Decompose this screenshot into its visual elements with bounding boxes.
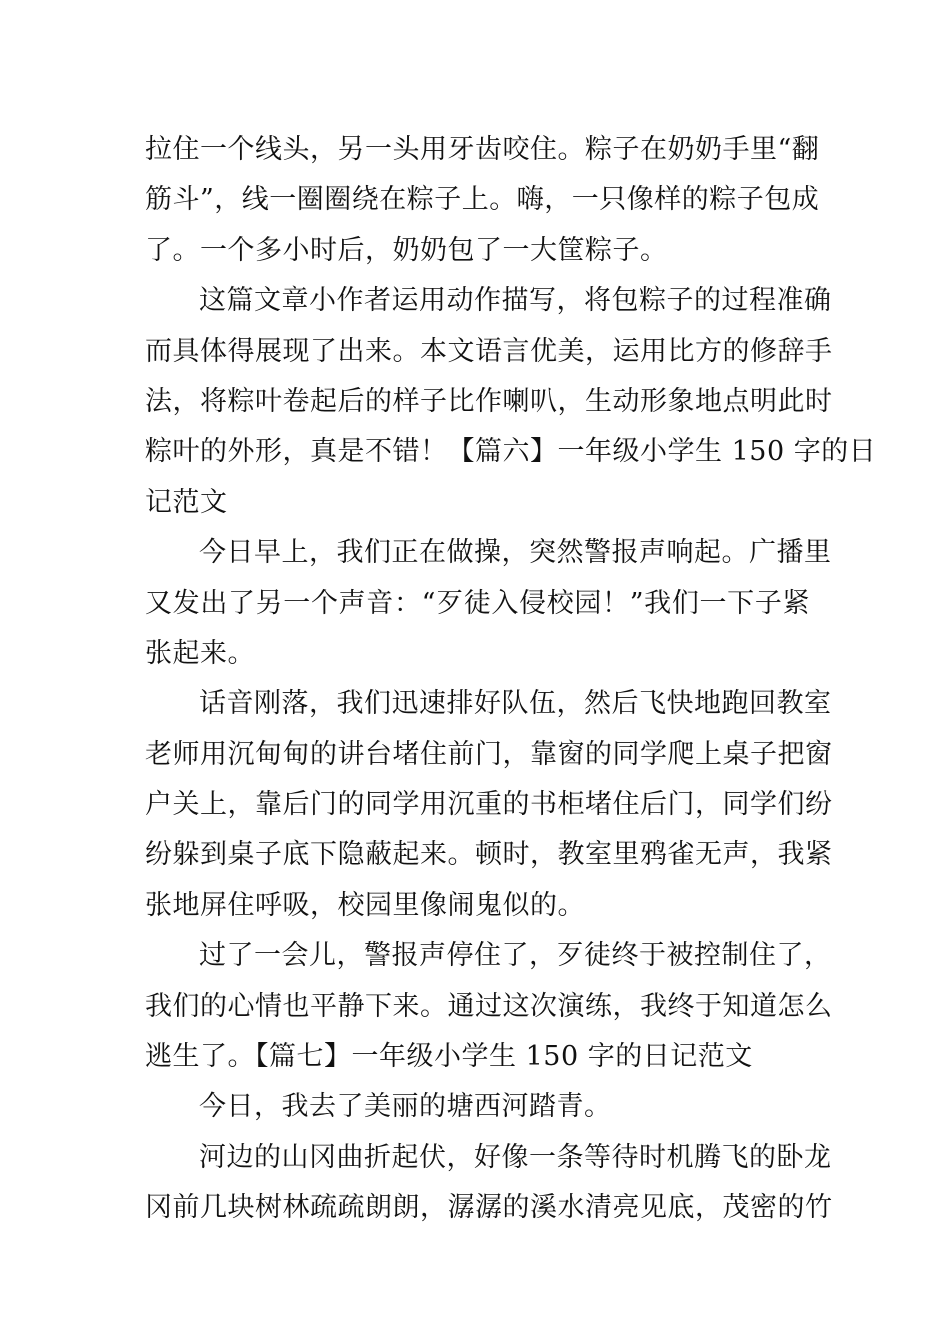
text-line: 逃生了。【篇七】一年级小学生 150 字的日记范文 xyxy=(145,1041,753,1073)
text-line: 过了一会儿，警报声停住了，歹徒终于被控制住了， xyxy=(199,940,832,972)
text-line: 话音刚落，我们迅速排好队伍，然后飞快地跑回教室 xyxy=(199,688,832,720)
text-line: 河边的山冈曲折起伏，好像一条等待时机腾飞的卧龙 xyxy=(199,1141,832,1173)
text-line: 而具体得展现了出来。本文语言优美，运用比方的修辞手 xyxy=(145,335,833,367)
text-line: 拉住一个线头，另一头用牙齿咬住。粽子在奶奶手里“翻 xyxy=(145,134,820,165)
text-line: 张地屏住呼吸，校园里像闹鬼似的。 xyxy=(145,889,585,921)
text-line: 张起来。 xyxy=(145,637,255,669)
text-line: 纷躲到桌子底下隐蔽起来。顿时，教室里鸦雀无声，我紧 xyxy=(145,839,833,871)
text-line: 我们的心情也平静下来。通过这次演练，我终于知道怎么 xyxy=(145,990,833,1022)
text-line: 老师用沉甸甸的讲台堵住前门，靠窗的同学爬上桌子把窗 xyxy=(145,738,833,770)
text-line: 记范文 xyxy=(145,486,228,518)
text-line: 今日早上，我们正在做操，突然警报声响起。广播里 xyxy=(199,537,832,569)
text-line: 户关上，靠后门的同学用沉重的书柜堵住后门，同学们纷 xyxy=(145,789,833,821)
text-line: 这篇文章小作者运用动作描写，将包粽子的过程准确 xyxy=(199,285,832,317)
text-line: 法，将粽叶卷起后的样子比作喇叭，生动形象地点明此时 xyxy=(145,385,833,417)
document-body xyxy=(145,125,877,1234)
text-line: 筋斗”，线一圈圈绕在粽子上。嗨，一只像样的粽子包成 xyxy=(145,184,820,216)
text-line: 粽叶的外形，真是不错！【篇六】一年级小学生 150 字的日 xyxy=(145,436,877,468)
text-line: 又发出了另一个声音：“歹徒入侵校园！”我们一下子紧 xyxy=(145,587,810,619)
text-line: 今日，我去了美丽的塘西河踏青。 xyxy=(199,1091,612,1123)
text-line: 了。一个多小时后，奶奶包了一大筐粽子。 xyxy=(145,234,668,266)
text-line: 冈前几块树林疏疏朗朗，潺潺的溪水清亮见底，茂密的竹 xyxy=(145,1192,833,1224)
